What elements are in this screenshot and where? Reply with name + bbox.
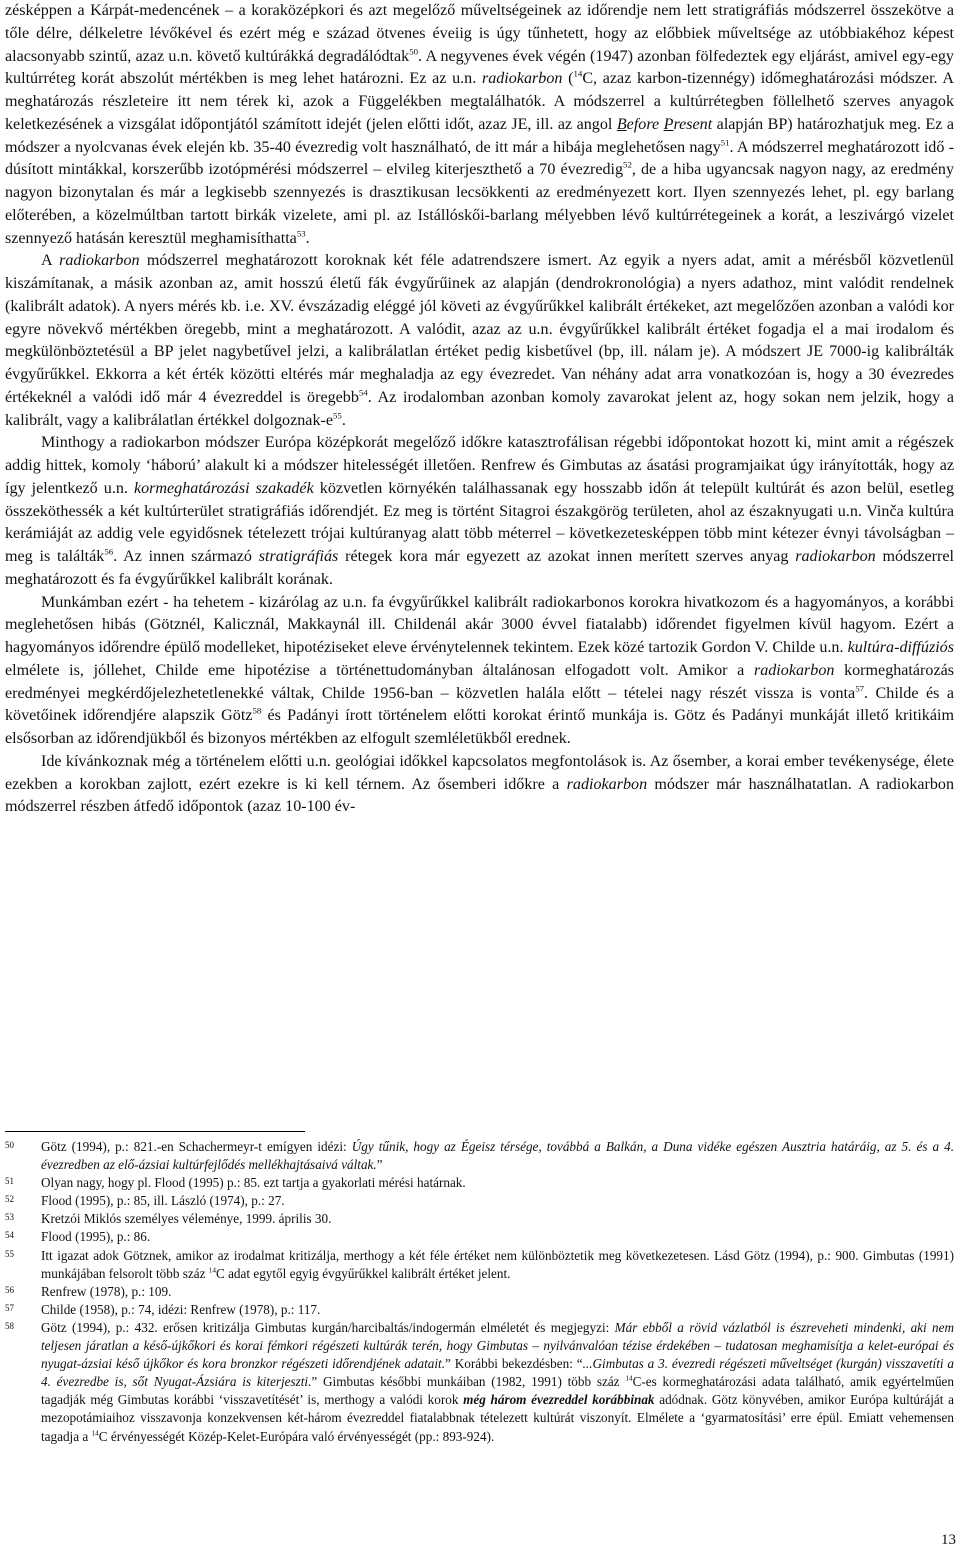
italic-text: radiokarbon bbox=[481, 70, 563, 88]
italic-text: radiokarbon bbox=[59, 252, 140, 270]
footnote-ref: 57 bbox=[855, 682, 865, 693]
paragraph bbox=[5, 432, 954, 591]
footnote-number: 55 bbox=[5, 1248, 14, 1259]
text-run: kormeghatározás eredményei megkérdőjelezhetetlenekké váltak, Childe 1956-ban – közvetlen halála előtt – tételei nagy részét vissza is vonta bbox=[5, 661, 954, 702]
text-run: Kretzói Miklós személyes véleménye, 1999. április 30. bbox=[41, 1211, 332, 1227]
text-run: módszerrel meghatározott koroknak két féle adatrendszere ismert. Az egyik a nyers adat, amit a mérésből közvetlenül kiszámítanak, a másik azonban az, amit hosszú életű fák évgyűrűinek az alapján (dendrokronológia) a nyers adathoz, mint valódit rendelnek (kalibrált adatok). A nyers mérés kb. i.e. XV. évszázadig eléggé jól követi az évgyűrűkkel kalibrált értékeket, azt megelőzően azonban a valódi kor egyre növekvő mértékben öregebb, mint a meghatározott. A valódit, azaz az u.n. évgyűrűkkel kalibrált értéket fogadja el a mai irodalom és megkülönböztetésül a BP jelet nagybetűvel jelzi, a kalibrálatlan értéket pedig kisbetűvel (bp, ill. nálam je). A módszert JE 7000-ig kalibrálták évgyűrűkkel. Ekkorra a két érték közötti eltérés már meghaladja az egy évezredet. Van néhány adat arra vonatkozóan is, hogy a 30 évezredes értékeknél a valódi idő már 4 évezreddel is öregebb bbox=[5, 252, 954, 406]
italic-text: stratigráfiás bbox=[258, 548, 339, 565]
text-run: Götz (1994), p.: 821.-en Schachermeyr-t emígyen idézi: bbox=[41, 1139, 352, 1154]
text-run: elmélete is, jóllehet, Childe eme hipotézise a történettudományban általánosan elfogadott volt. Amikor a bbox=[5, 661, 754, 679]
footnote-number: 58 bbox=[5, 1320, 14, 1331]
text-run: Flood (1995), p.: 86. bbox=[41, 1229, 151, 1245]
italic-text: radiokarbon bbox=[566, 775, 648, 793]
footnote bbox=[5, 1247, 954, 1283]
footnote bbox=[5, 1210, 954, 1228]
text-run: módszerrel meghatározott és fa évgyűrűkkel kalibrált korának. bbox=[5, 548, 954, 588]
underlined-italic-text: P bbox=[663, 115, 674, 133]
text-run: ” bbox=[376, 1157, 383, 1173]
text-run: . bbox=[305, 229, 310, 247]
footnote-ref: 14 bbox=[573, 68, 583, 79]
footnote-ref: 14 bbox=[208, 1266, 216, 1275]
footnote-ref: 14 bbox=[625, 1374, 633, 1383]
text-run: C-es kormeghatározási adata található, amik egyértelműen tagadják még Gimbutas korábbi ‘visszavetítését’ is, merthogy a valódi korok bbox=[41, 1374, 955, 1408]
text-run: Renfrew (1978), p.: 109. bbox=[41, 1283, 172, 1299]
main-text bbox=[5, 0, 954, 819]
footnote-ref: 54 bbox=[358, 387, 368, 398]
italic-text: efore bbox=[626, 115, 664, 133]
italic-text: ...Gimbutas a 3. évezredi régészeti műveltséget (kurgán) visszavetíti a 4. évezredbe is, sőt Nyugat-Ázsiára is kiterjeszti. bbox=[41, 1356, 954, 1390]
text-run: . A módszerrel meghatározott idő - dúsított mintákkal, korszerűbb izotópmérési módszerrel – elvileg kiterjeszthető a 70 évezredig bbox=[5, 138, 954, 179]
italic-text: radiokarbon bbox=[753, 661, 835, 679]
footnote bbox=[5, 1319, 954, 1446]
bold-italic-text: még három évezreddel korábbinak bbox=[463, 1392, 655, 1408]
text-run: . Childe és a követőinek időrendjére alapszik Götz bbox=[5, 684, 955, 725]
footnote-ref: 53 bbox=[296, 227, 306, 238]
text-run: és Padányi írott történelem előtti korokat érintő munkája is. Götz és Padányi munkáját illető kritikáim elsősorban az időrendjükből és bizonyos mértékben az elfogult szemléletükből erednek. bbox=[5, 707, 954, 747]
italic-text: resent bbox=[673, 115, 713, 133]
text-run: A bbox=[41, 252, 60, 270]
footnote-ref: 56 bbox=[104, 546, 114, 557]
text-run: közvetlen környékén találhassanak egy hosszabb időn át települt kultúrát és azon belül, esetleg összeköthessék a két kultúrterület stratigráfiás időrendjét. Ez meg is történt Sitagroi északgörög területen, ahol az északnyugati u.n. Vinča kultúra kerámiáját az addig vele egyidősnek tételezett trójai kultúranyag alatt több méterrel – következetesképpen több mint kétezer évnyi távolságban – meg is találták bbox=[5, 479, 954, 565]
text-run: C, azaz karbon-tizennégy) időmeghatározási módszer. A meghatározás részleteire itt nem térek ki, azok a Függelékben megtalálhatók. A módszerrel a kultúrrétegben föllelhető szerves anyagok keletkezésének a vizsgálat időpontjától számított idejét (jelen előtti időt, azaz JE, ill. az angol bbox=[5, 70, 955, 133]
text-run: C adat egytől egyig évgyűrűkkel kalibrált értéket jelent. bbox=[215, 1265, 511, 1281]
text-run: . Az irodalomban azonban komoly zavarokat jelent az, hogy sokan nem jelzik, hogy a kalibrált, vagy a kalibrálatlan értékkel dolgoznak-e bbox=[5, 388, 954, 429]
footnotes bbox=[5, 1138, 954, 1446]
text-run: , de a hiba ugyancsak nagyon nagy, az eredmény nagyon bizonytalan és már a legkisebb szennyezés is drasztikusan lecsökkenti az eredményezett kort. Ilyen szennyezés lehet, pl. egy barlang előterében, a közelmúltban tartott birkák vizelete, ami pl. az Istállóskői-barlang mélyebben lévő kultúrrétegeinek a korát, a leszivárgó vizelet szennyező hatásán keresztül meghamisíthatta bbox=[5, 161, 954, 247]
footnote-number: 57 bbox=[5, 1302, 14, 1313]
footnote-ref: 50 bbox=[409, 45, 419, 56]
footnote-number: 53 bbox=[5, 1212, 14, 1223]
text-run: ” Gimbutas későbbi munkáiban (1982, 1991) több száz bbox=[311, 1374, 626, 1390]
text-run: Childe (1958), p.: 74, idézi: Renfrew (1978), p.: 117. bbox=[41, 1301, 321, 1317]
text-run: alapján BP) határozhatjuk meg. Ez a módszer a nyolcvanas évek elején kb. 35-40 évezredig volt használható, de itt már a hibája meglehetősen nagy bbox=[5, 115, 954, 156]
footnote-ref: 14 bbox=[91, 1429, 99, 1438]
text-run: Itt igazat adok Götznek, amikor az irodalmat kritizálja, merthogy a két féle értéket nem különböztetik meg következetesen. Lásd Götz (1994), p.: 900. Gimbutas (1991) munkájában felsorolt több száz bbox=[41, 1247, 954, 1281]
text-run: Götz (1994), p.: 432. erősen kritizálja Gimbutas kurgán/harcibaltás/indogermán elméletét és megjegyzi: bbox=[41, 1319, 615, 1335]
paragraph bbox=[5, 751, 954, 819]
footnote-ref: 51 bbox=[720, 136, 730, 147]
footnote-ref: 52 bbox=[623, 159, 632, 170]
text-run: adódnak. Götz könyvében, amikor Európa kultúráját a mezopotámiaihoz visszavonja konzekvensen két-három évezreddel fiatalabbnak tételezett kultúrát viszonyít. Elmélete a ‘gyarmatosítási’ erre épül. Emiatt vehemensen tagadja a bbox=[41, 1392, 954, 1444]
footnote-number: 56 bbox=[5, 1284, 14, 1295]
italic-text: radiokarbon bbox=[795, 548, 876, 565]
underlined-italic-text: B bbox=[616, 115, 627, 133]
text-run: Flood (1995), p.: 85, ill. László (1974), p.: 27. bbox=[41, 1193, 285, 1209]
page-number: 13 bbox=[941, 1532, 956, 1548]
italic-text: kultúra-diffúziós bbox=[847, 639, 954, 656]
italic-text: kormeghatározási szakadék bbox=[133, 479, 314, 497]
footnote bbox=[5, 1174, 954, 1192]
text-run: módszer már használhatatlan. A radiokarbon módszerrel részben átfedő időpontok (azaz 10-100 év- bbox=[5, 775, 955, 816]
text-run: Olyan nagy, hogy pl. Flood (1995) p.: 85. ezt tartja a gyakorlati mérési határnak. bbox=[41, 1175, 466, 1191]
footnote-separator bbox=[5, 1131, 305, 1132]
text-run: Munkámban ezért - ha tehetem - kizárólag az u.n. fa évgyűrűkkel kalibrált radiokarbonos korokra hivatkozom és a hagyományos, a korábbi meglehetősen hibás (Götznél, Kalicznál, Makkaynál ill. Childenál akár 3000 évvel fiatalabb) időrendet figyelmen kívül hagyom. Ezért a hagyományos időrendre épülő modelleket, hipotéziseket eleve érvénytelennek tekintem. Ezek közé tartozik Gordon V. Childe u.n. bbox=[5, 593, 954, 656]
text-run: . bbox=[341, 411, 346, 429]
footnote bbox=[5, 1301, 954, 1319]
footnote-ref: 58 bbox=[252, 705, 262, 716]
text-run: Ide kívánkoznak még a történelem előtti u.n. geológiai időkkel kapcsolatos megfontolások is. Az ősember, a korai ember tevékenysége, élete ezekben a korokban zajlott, ezért ezekre is ki kell térnem. Az ősemberi időkre a bbox=[5, 752, 954, 793]
footnote bbox=[5, 1228, 954, 1246]
italic-text: Már ebből a rövid vázlatból is észreveheti mindenki, aki nem teljesen járatlan a késő-újkőkori és korai fémkori régészeti kultúrák terén, hogy Gimbutas – nyilvánvalóan tézise érdekében – tudatosan meghamisítja a kelet-európai és nyugat-ázsiai késő újkőkor és kora bronzkor régészeti időrendjének adatait. bbox=[41, 1319, 954, 1372]
footnote bbox=[5, 1283, 954, 1301]
text-run: rétegek kora már egyezett az azokat innen merített szerves anyag bbox=[338, 548, 796, 565]
paragraph bbox=[5, 0, 954, 250]
footnote-number: 54 bbox=[5, 1230, 14, 1241]
text-run: ” Korábbi bekezdésben: “ bbox=[445, 1356, 583, 1372]
text-run: Minthogy a radiokarbon módszer Európa középkorát megelőző időkre katasztrofálisan régebbi időpontokat hozott ki, mint amit a régészek addig hittek, komoly ‘háború’ alakult ki a módszer hitelességét illetően. Renfrew és Gimbutas az ásatási programjaikat úgy irányították, hogy az így jelentkező u.n. bbox=[5, 434, 954, 497]
text-run: C érvényességét Közép-Kelet-Európára való érvényességét (pp.: 893-924). bbox=[98, 1428, 495, 1444]
footnote-number: 52 bbox=[5, 1194, 14, 1205]
footnote-number: 50 bbox=[5, 1140, 14, 1150]
text-run: ( bbox=[562, 70, 574, 88]
text-run: zésképpen a Kárpát-medencének – a koraközépkori és azt megelőző műveltségeinek az időrendje nem lett stratigráfiás módszerrel összekötve a tőle délre, délkeletre lévőkével és ezért még e század ötvenes éveiig is úgy tűnhetett, hogy az előbbiek műveltsége az utóbbiakéhoz képest alacsonyabb szintű, azaz u.n. követő kultúrákká degradálódtak bbox=[5, 2, 954, 65]
footnote-ref: 55 bbox=[333, 409, 342, 420]
text-run: . Az innen származó bbox=[113, 548, 259, 565]
footnote-number: 51 bbox=[5, 1176, 14, 1187]
footnote bbox=[5, 1138, 954, 1174]
paragraph bbox=[5, 592, 954, 751]
text-run: . A negyvenes évek végén (1947) azonban fölfedeztek egy eljárást, amivel egy-egy kultúrréteg korát abszolút mértékben is meg lehet határozni. Ez az u.n. bbox=[5, 47, 954, 88]
footnote bbox=[5, 1192, 954, 1210]
italic-text: Úgy tűnik, hogy az Égeisz térsége, továbbá a Balkán, a Duna vidéke egészen Ausztria határáig, az 5. és a 4. évezredben az elő-ázsiai kultúrfejlődés mellékhajtásaivá váltak. bbox=[41, 1139, 955, 1173]
paragraph bbox=[5, 250, 954, 432]
